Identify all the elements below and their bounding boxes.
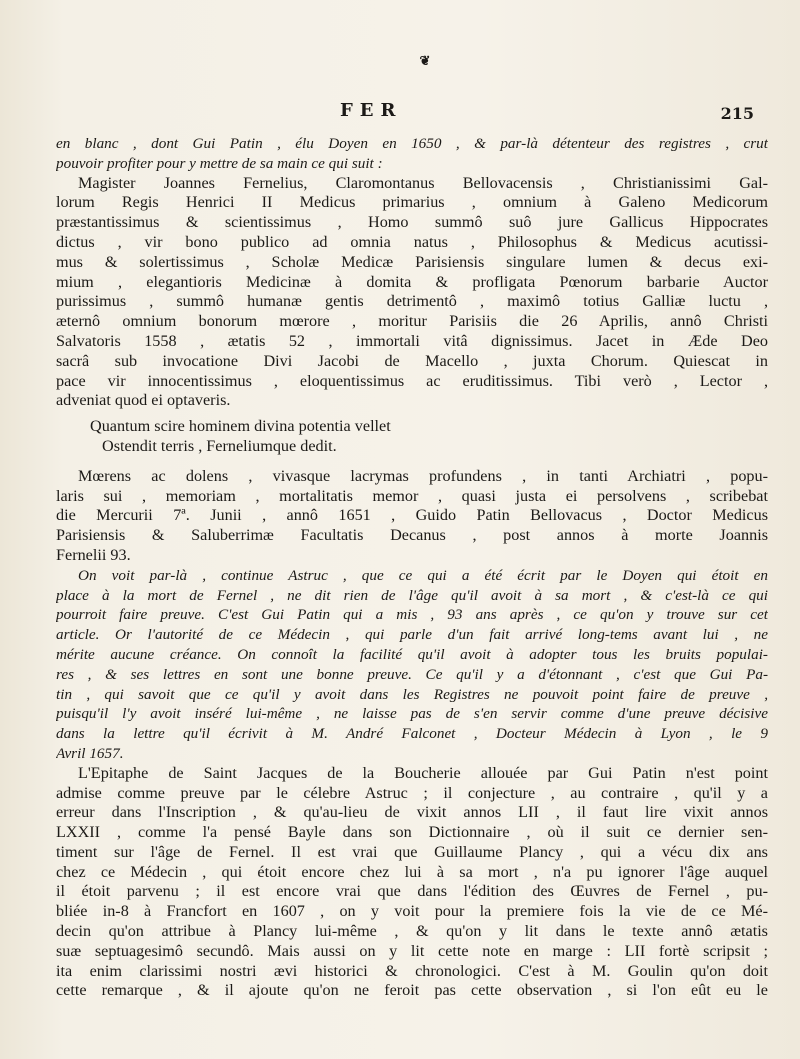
text-line: tin , qui savoit que ce qu'il y avoit dans les Registres ne pouvoit point faire de preuve , xyxy=(56,685,768,703)
text-line: admise comme preuve par le célebre Astruc ; il conjecture , au contraire , qu'il y a xyxy=(56,783,768,802)
text-line: Avril 1657. xyxy=(56,744,124,762)
ornament-glyph: ❦ xyxy=(419,54,431,69)
text-line: æternô omnium bonorum mœrore , moritur Parisiis die 26 Aprilis, annô Christi xyxy=(56,312,768,331)
text-line: timent sur l'âge de Fernel. Il est vrai que Guillaume Plancy , qui a vécu dix ans xyxy=(56,842,768,861)
text-line: en blanc , dont Gui Patin , élu Doyen en 1650 , & par-là détenteur des registres , crut xyxy=(56,135,768,152)
text-line: L'Epitaphe de Saint Jacques de la Boucherie allouée par Gui Patin n'est point xyxy=(78,763,768,782)
text-line: LXXII , comme l'a pensé Bayle dans son Dictionnaire , où il suit ce dernier sen- xyxy=(56,823,768,842)
running-title: FER xyxy=(340,100,403,121)
text-line: suæ septuagesimô secundô. Mais aussi on y lit cette note en marge : LII fortè scripsit ; xyxy=(56,941,768,960)
text-line: Fernelii 93. xyxy=(56,545,131,564)
page-body xyxy=(56,134,768,1001)
text-line: pourroit faire preuve. C'est Gui Patin qui a mis , 93 ans après , ce qu'on y trouve sur cet xyxy=(56,606,768,624)
text-line: bliée in-8 à Francfort en 1607 , on y voit pour la premiere fois la vie de ce Mé- xyxy=(56,902,768,921)
text-line: place à la mort de Fernel , ne dit rien de l'âge qu'il avoit à sa mort , & c'est-là ce qui xyxy=(56,586,768,604)
text-line: adveniat quod ei optaveris. xyxy=(56,391,231,410)
text-line: lorum Regis Henrici II Medicus primarius , omnium à Galeno Medicorum xyxy=(56,193,768,212)
text-line: puisqu'il l'y avoit inséré lui-même , ne laisse pas de s'en servir comme d'une preuve décisive xyxy=(56,705,768,723)
text-line: dictus , vir bono publico ad omnia natus , Philosophus & Medicus acutissi- xyxy=(56,232,768,251)
text-line: On voit par-là , continue Astruc , que ce qui a été écrit par le Doyen qui étoit en xyxy=(78,566,768,584)
text-line: sacrâ sub invocatione Divi Jacobi de Macello , juxta Chorum. Quiescat in xyxy=(56,351,768,370)
text-line: Magister Joannes Fernelius, Claromontanus Bellovacensis , Christianissimi Gal- xyxy=(78,173,768,192)
text-line: Quantum scire hominem divina potentia vellet xyxy=(90,417,391,436)
text-line: mium , elegantioris Medicinæ à domita & profligata Pœnorum barbarie Auctor xyxy=(56,272,768,291)
text-line: decin qu'on attribue à Plancy lui-même , & qu'on y lit dans le texte annô ætatis xyxy=(56,922,768,941)
text-line: article. Or l'autorité de ce Médecin , qui parle d'un fait arrivé long-tems avant lui , ne xyxy=(56,626,768,644)
text-line: erreur dans l'Inscription , & qu'au-lieu de vixit annos LII , il faut lire vixit annos xyxy=(56,803,768,822)
text-line: il étoit parvenu ; il est encore vrai que dans l'édition des Œuvres de Fernel , pu- xyxy=(56,882,768,901)
page-number: 215 xyxy=(720,104,754,123)
text-line: Mœrens ac dolens , vivasque lacrymas profundens , in tanti Archiatri , popu- xyxy=(78,466,768,485)
text-line: cette remarque , & il ajoute qu'on ne feroit pas cette observation , si l'on eût eu le xyxy=(56,981,768,1000)
text-line: laris sui , memoriam , mortalitatis memor , quasi justa ei persolvens , scribebat xyxy=(56,486,768,505)
text-line: die Mercurii 7ª. Junii , annô 1651 , Guido Patin Bellovacus , Doctor Medicus xyxy=(56,506,768,525)
text-line: Salvatoris 1558 , ætatis 52 , immortali vitâ dignissimus. Jacet in Æde Deo xyxy=(56,331,768,350)
text-line: Parisiensis & Saluberrimæ Facultatis Decanus , post annos à morte Joannis xyxy=(56,526,768,545)
text-line: chez ce Médecin , qui étoit encore chez lui à sa mort , n'a pu ignorer l'âge auquel xyxy=(56,862,768,881)
text-line: purissimus , summô humanæ gentis detrimentô , maximô totius Galliæ luctu , xyxy=(56,292,768,311)
text-line: pouvoir profiter pour y mettre de sa main ce qui suit : xyxy=(56,154,383,172)
text-line: Ostendit terris , Ferneliumque dedit. xyxy=(102,436,337,455)
text-line: præstantissimus & scientissimus , Homo summô suô jure Gallicus Hippocrates xyxy=(56,213,768,232)
paragraph-gap xyxy=(56,457,768,467)
text-line: mus & solertissimus , Scholæ Medicæ Parisiensis singulare lumen & decus exi- xyxy=(56,252,768,271)
text-line: ita enim clarissimi nostri ævi historici & chronologici. C'est à M. Goulin qu'on doit xyxy=(56,961,768,980)
text-line: res , & ses lettres en sont une bonne preuve. Ce qu'il y a d'étonnant , c'est que Gui Pa- xyxy=(56,665,768,683)
text-line: pace vir innocentissimus , eloquentissimus ac eruditissimus. Tibi verò , Lector , xyxy=(56,371,768,390)
text-line: mérite aucune créance. On connoît la facilité qu'il avoit à adopter tous les bruits populai- xyxy=(56,645,768,663)
text-line: dans la lettre qu'il écrivit à M. André Falconet , Docteur Médecin à Lyon , le 9 xyxy=(56,725,768,743)
